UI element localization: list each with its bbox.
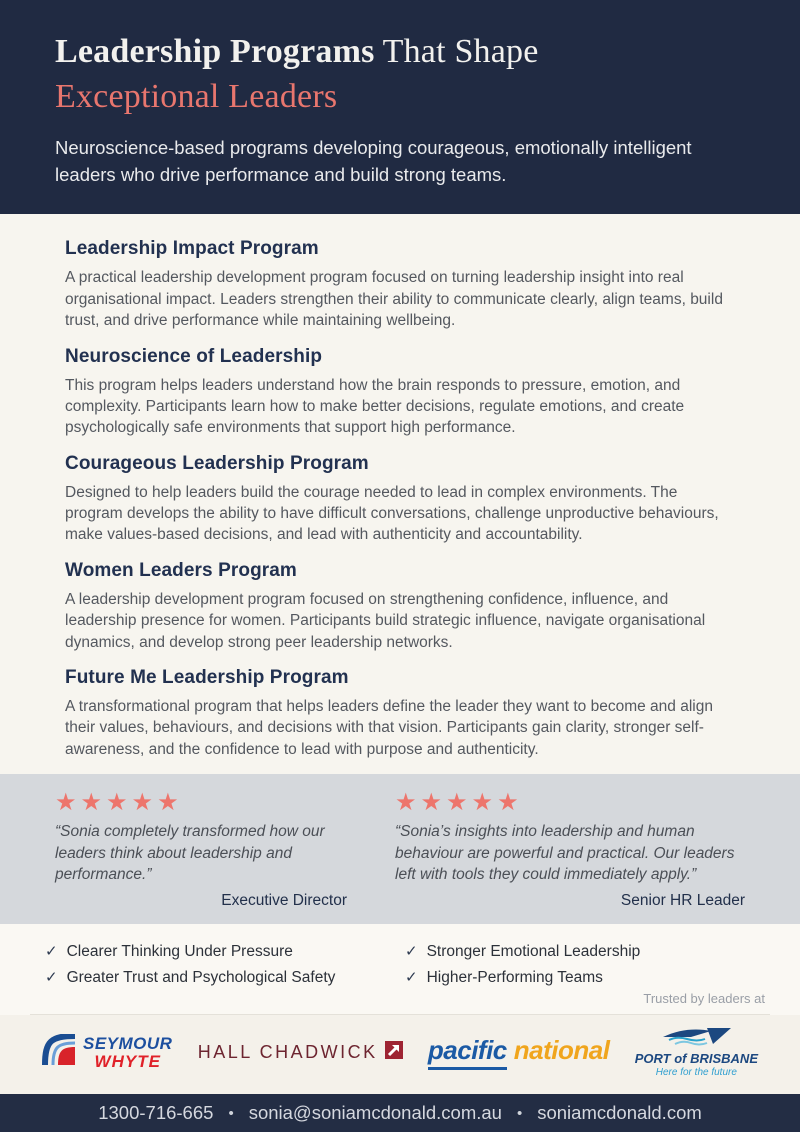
seymour-whyte-wordmark — [83, 1035, 172, 1070]
program-description: Designed to help leaders build the courage needed to lead in complex environments. The program develops the ability to have difficult conversations, challenge unproductive behaviours, make values-based decisions, and lead with authenticity and accountability. — [65, 483, 719, 544]
program-description: A practical leadership development program focused on turning leadership insight into real organisational impact. Leaders strengthen their ability to communicate clearly, align teams, build trust, and drive performance while maintaining wellbeing. — [65, 269, 723, 330]
program-title: Neuroscience of Leadership — [65, 345, 323, 367]
benefit-label: Stronger Emotional Leadership — [426, 942, 641, 960]
program-courageous — [65, 453, 735, 546]
logo-tagline: Here for the future — [655, 1066, 737, 1078]
program-title: Courageous Leadership Program — [65, 452, 369, 474]
program-women-leaders — [65, 560, 735, 653]
testimonial-attribution: Senior HR Leader — [620, 891, 745, 909]
program-title: Leadership Impact Program — [65, 238, 319, 260]
benefit-grid — [45, 942, 765, 987]
footer-separator: • — [516, 1104, 523, 1122]
testimonial-quote: “Sonia completely transformed how our leaders think about leadership and performance.” — [55, 823, 325, 884]
benefit-label: Clearer Thinking Under Pressure — [66, 942, 293, 960]
hall-chadwick-arrow-icon — [385, 1041, 403, 1064]
benefit-label: Higher-Performing Teams — [426, 968, 603, 986]
testimonials-section — [0, 774, 800, 924]
title-strong: Leadership Programs — [55, 33, 375, 70]
logo-text: SEYMOUR — [83, 1033, 173, 1053]
trusted-by-label: Trusted by leaders at — [643, 990, 765, 1006]
hero-subtitle: Neuroscience-based programs developing courageous, emotionally intelligent leaders who drive performance and build strong teams. — [55, 136, 692, 185]
contact-footer — [0, 1094, 800, 1132]
hero-header — [0, 0, 800, 214]
benefit-label: Greater Trust and Psychological Safety — [66, 968, 336, 986]
program-leadership-impact — [65, 238, 735, 331]
program-description: This program helps leaders understand how the brain responds to pressure, emotion, and complexity. Participants learn how to make better decisions, regulate emotions, and create psychologically safe environments that support high performance. — [65, 376, 685, 437]
benefit-item — [45, 942, 385, 961]
program-title: Future Me Leadership Program — [65, 666, 349, 688]
logo-seymour-whyte — [42, 1034, 172, 1070]
testimonial-card — [55, 790, 347, 910]
logo-text: pacific — [428, 1035, 507, 1070]
check-icon: ✓ — [405, 942, 418, 960]
star-rating-icon: ★★★★★ — [55, 789, 183, 816]
check-icon: ✓ — [45, 942, 58, 960]
program-future-me — [65, 667, 735, 760]
port-of-brisbane-wave-icon — [659, 1027, 733, 1052]
programs-section — [0, 214, 800, 774]
check-icon: ✓ — [45, 968, 58, 986]
title-accent: Exceptional Leaders — [55, 77, 338, 115]
footer-separator: • — [228, 1104, 234, 1122]
benefits-section — [0, 924, 800, 1015]
logo-text: national — [513, 1034, 610, 1065]
seymour-whyte-swoosh-icon — [42, 1034, 76, 1070]
logo-text: WHYTE — [94, 1051, 161, 1071]
testimonial-card — [395, 790, 745, 910]
logo-hall-chadwick — [198, 1041, 403, 1064]
logo-port-of-brisbane — [635, 1027, 758, 1079]
page-title — [55, 30, 745, 120]
footer-phone[interactable]: 1300-716-665 — [98, 1102, 214, 1124]
program-title: Women Leaders Program — [65, 559, 297, 581]
logo-text: HALL CHADWICK — [197, 1041, 378, 1062]
benefit-item — [405, 942, 765, 961]
logo-text: PORT of BRISBANE — [634, 1050, 758, 1066]
footer-website[interactable]: soniamcdonald.com — [537, 1102, 702, 1124]
program-neuroscience — [65, 346, 735, 439]
client-logos-strip — [0, 1015, 800, 1095]
footer-email[interactable]: sonia@soniamcdonald.com.au — [248, 1102, 502, 1124]
program-description: A leadership development program focused on strengthening confidence, influence, and leadership presence for women. Participants build strategic influence, navigate organisational dynamics, and develop strong peer leadership networks. — [65, 590, 706, 651]
check-icon: ✓ — [405, 968, 418, 986]
program-description: A transformational program that helps leaders define the leader they want to become and align their values, behaviours, and decisions with that vision. Participants gain clarity, stronger self-awareness, and the confidence to lead with purpose and authenticity. — [65, 697, 713, 758]
title-rest: That Shape — [374, 33, 539, 70]
benefit-item — [405, 968, 765, 987]
testimonial-attribution: Executive Director — [221, 891, 347, 909]
testimonial-quote: “Sonia’s insights into leadership and human behaviour are powerful and practical. Our leaders left with tools they could immediately apply.” — [395, 823, 735, 884]
benefit-item — [45, 968, 385, 987]
star-rating-icon: ★★★★★ — [395, 789, 523, 816]
logo-pacific-national — [428, 1035, 610, 1070]
